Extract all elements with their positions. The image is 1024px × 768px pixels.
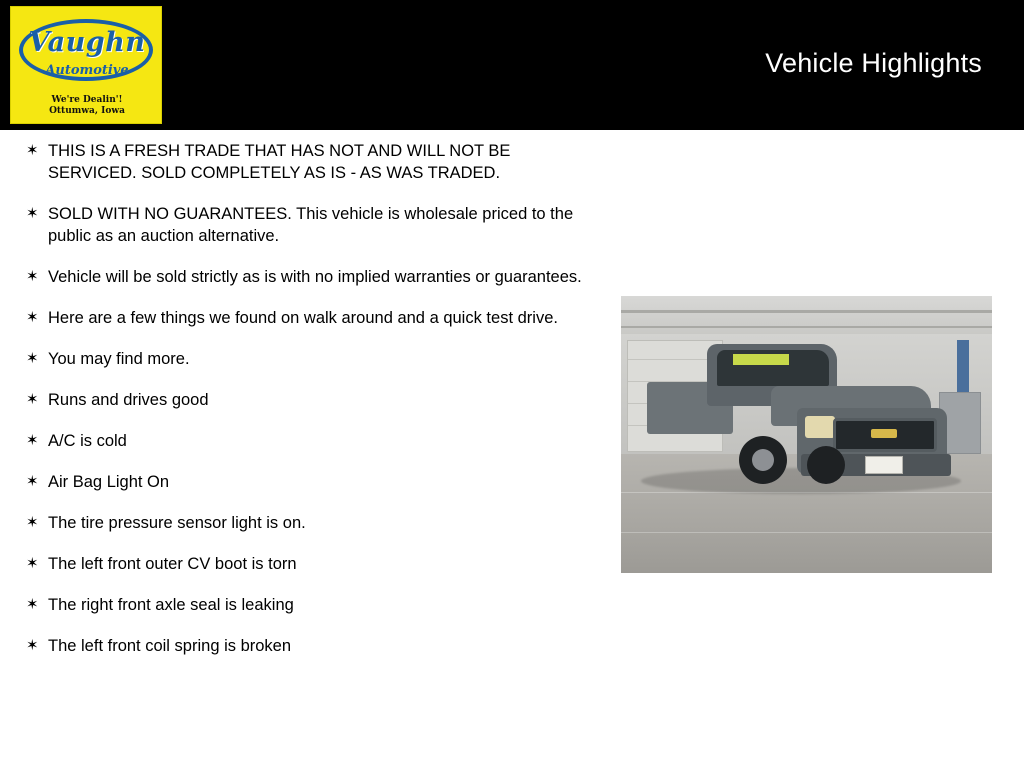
photo-windshield-sticker — [733, 354, 789, 365]
star-bullet-icon: ✶ — [26, 309, 39, 326]
list-item — [14, 512, 594, 534]
list-item-text: The tire pressure sensor light is on. — [48, 514, 306, 532]
list-item-text: A/C is cold — [48, 432, 127, 450]
photo-ceiling — [621, 296, 992, 334]
photo-dealer-plate — [865, 456, 903, 474]
photo-wall-stripe — [957, 340, 969, 394]
star-bullet-icon: ✶ — [26, 555, 39, 572]
photo-front-wheel — [807, 446, 845, 484]
list-item-text: You may find more. — [48, 350, 190, 368]
photo-floor-seam — [621, 532, 992, 533]
list-item — [14, 471, 594, 493]
star-bullet-icon: ✶ — [26, 350, 39, 367]
list-item — [14, 389, 594, 411]
photo-ceiling-beam — [621, 310, 992, 313]
star-bullet-icon: ✶ — [26, 514, 39, 531]
list-item-text: The left front coil spring is broken — [48, 637, 292, 655]
list-item — [14, 635, 594, 657]
star-bullet-icon: ✶ — [26, 596, 39, 613]
star-bullet-icon: ✶ — [26, 205, 39, 222]
logo-location-text: Ottumwa, Iowa — [49, 106, 125, 116]
vehicle-photo — [621, 296, 992, 573]
list-item-text: Air Bag Light On — [48, 473, 170, 491]
star-bullet-icon: ✶ — [26, 432, 39, 449]
logo-tagline-text: We're Dealin'! — [51, 95, 123, 105]
dealer-logo — [10, 6, 162, 124]
list-item-text: Vehicle will be sold strictly as is with no implied warranties or guarantees. — [48, 268, 582, 286]
photo-ceiling-beam — [621, 326, 992, 328]
list-item — [14, 140, 594, 184]
list-item — [14, 430, 594, 452]
logo-name: Vaughn — [28, 27, 146, 58]
logo-subtitle: Automotive — [45, 63, 129, 78]
photo-chevrolet-bowtie-icon — [871, 429, 897, 438]
star-bullet-icon: ✶ — [26, 473, 39, 490]
photo-headlight — [805, 416, 835, 438]
star-bullet-icon: ✶ — [26, 142, 39, 159]
list-item — [14, 594, 594, 616]
star-bullet-icon: ✶ — [26, 637, 39, 654]
highlights-list — [14, 140, 594, 676]
list-item-text: The right front axle seal is leaking — [48, 596, 294, 614]
list-item — [14, 553, 594, 575]
list-item-text: SOLD WITH NO GUARANTEES. This vehicle is wholesale priced to the public as an auction alternative. — [48, 205, 574, 245]
list-item-text: THIS IS A FRESH TRADE THAT HAS NOT AND WILL NOT BE SERVICED. SOLD COMPLETELY AS IS - AS WAS TRADED. — [48, 142, 511, 182]
list-item — [14, 266, 594, 288]
list-item — [14, 348, 594, 370]
list-item — [14, 203, 594, 247]
list-item-text: Runs and drives good — [48, 391, 209, 409]
page-title: Vehicle Highlights — [765, 48, 982, 78]
photo-rear-wheel-rim — [752, 449, 774, 471]
page-header — [0, 0, 1024, 130]
page-content — [0, 130, 1024, 768]
list-item-text: The left front outer CV boot is torn — [48, 555, 297, 573]
star-bullet-icon: ✶ — [26, 268, 39, 285]
star-bullet-icon: ✶ — [26, 391, 39, 408]
list-item-text: Here are a few things we found on walk around and a quick test drive. — [48, 309, 558, 327]
list-item — [14, 307, 594, 329]
logo-tagline — [11, 95, 162, 117]
